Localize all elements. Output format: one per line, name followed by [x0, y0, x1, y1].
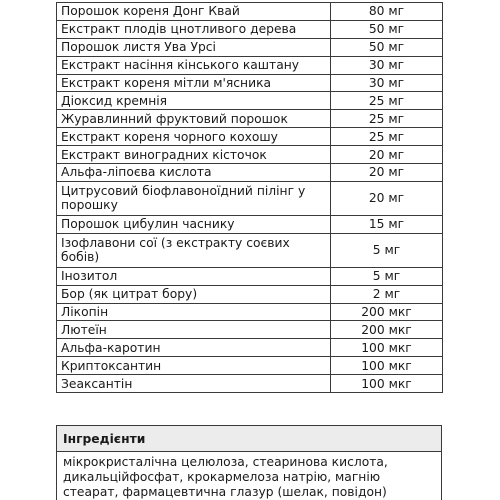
- ingredient-name: Ізофлавони сої (з екстракту соєвих бобів): [57, 233, 331, 267]
- table-row: [57, 375, 443, 393]
- table-row: [57, 110, 443, 128]
- ingredient-name: Альфа-каротин: [57, 339, 331, 357]
- ingredient-name: Порошок кореня Донг Квай: [57, 3, 331, 21]
- ingredient-name: Діоксид кремнія: [57, 92, 331, 110]
- ingredient-name: Екстракт виноградних кісточок: [57, 146, 331, 164]
- ingredient-name: Криптоксантин: [57, 357, 331, 375]
- table-row: [57, 146, 443, 164]
- table-row: [57, 357, 443, 375]
- ingredient-amount: 200 мкг: [331, 303, 443, 321]
- ingredient-amount: 5 мг: [331, 233, 443, 267]
- ingredient-name: Екстракт кореня мітли м'ясника: [57, 74, 331, 92]
- ingredient-amount: 25 мг: [331, 92, 443, 110]
- ingredient-amount: 25 мг: [331, 128, 443, 146]
- ingredient-amount: 100 мкг: [331, 357, 443, 375]
- table-row: [57, 164, 443, 182]
- table-row: [57, 321, 443, 339]
- ingredient-amount: 5 мг: [331, 267, 443, 285]
- table-row: [57, 233, 443, 267]
- table-row: [57, 339, 443, 357]
- ingredient-amount: 20 мг: [331, 146, 443, 164]
- ingredient-name: Екстракт плодів цнотливого дерева: [57, 20, 331, 38]
- ingredient-amount: 100 мкг: [331, 339, 443, 357]
- ingredient-amount: 100 мкг: [331, 375, 443, 393]
- ingredient-name: Інозитол: [57, 267, 331, 285]
- table-row: [57, 303, 443, 321]
- table-row: [57, 181, 443, 215]
- ingredient-amount: 20 мг: [331, 164, 443, 182]
- ingredient-name: Цитрусовий біофлавоноїдний пілінг у порошку: [57, 181, 331, 215]
- ingredients-text: мікрокристалічна целюлоза, стеаринова кислота, дикальційфосфат, крокармелоза натрію, магнію стеарат, фармацевтична глазур (шелак, повідон): [56, 452, 442, 500]
- ingredient-name: Лікопін: [57, 303, 331, 321]
- table-row: [57, 20, 443, 38]
- table-row: [57, 267, 443, 285]
- ingredient-amount: 20 мг: [331, 181, 443, 215]
- table-row: [57, 56, 443, 74]
- table-row: [57, 92, 443, 110]
- table-row: [57, 215, 443, 233]
- ingredient-amount: 200 мкг: [331, 321, 443, 339]
- ingredient-amount: 15 мг: [331, 215, 443, 233]
- ingredient-name: Бор (як цитрат бору): [57, 285, 331, 303]
- supplement-table: [56, 2, 443, 393]
- ingredient-name: Зеаксантін: [57, 375, 331, 393]
- ingredient-name: Екстракт кореня чорного кохошу: [57, 128, 331, 146]
- ingredient-amount: 30 мг: [331, 74, 443, 92]
- table-row: [57, 38, 443, 56]
- table-row: [57, 285, 443, 303]
- ingredient-amount: 80 мг: [331, 3, 443, 21]
- table-row: [57, 128, 443, 146]
- ingredient-amount: 30 мг: [331, 56, 443, 74]
- table-row: [57, 3, 443, 21]
- table-row: [57, 74, 443, 92]
- ingredient-name: Порошок цибулин часнику: [57, 215, 331, 233]
- ingredient-name: Порошок листя Ува Урсі: [57, 38, 331, 56]
- ingredient-name: Журавлинний фруктовий порошок: [57, 110, 331, 128]
- ingredient-amount: 50 мг: [331, 20, 443, 38]
- ingredient-amount: 25 мг: [331, 110, 443, 128]
- ingredient-amount: 2 мг: [331, 285, 443, 303]
- ingredient-name: Лютеїн: [57, 321, 331, 339]
- ingredient-name: Альфа-ліпоєва кислота: [57, 164, 331, 182]
- ingredient-name: Екстракт насіння кінського каштану: [57, 56, 331, 74]
- ingredients-heading: Інгредієнти: [56, 425, 442, 452]
- ingredient-amount: 50 мг: [331, 38, 443, 56]
- ingredients-section: [56, 425, 442, 500]
